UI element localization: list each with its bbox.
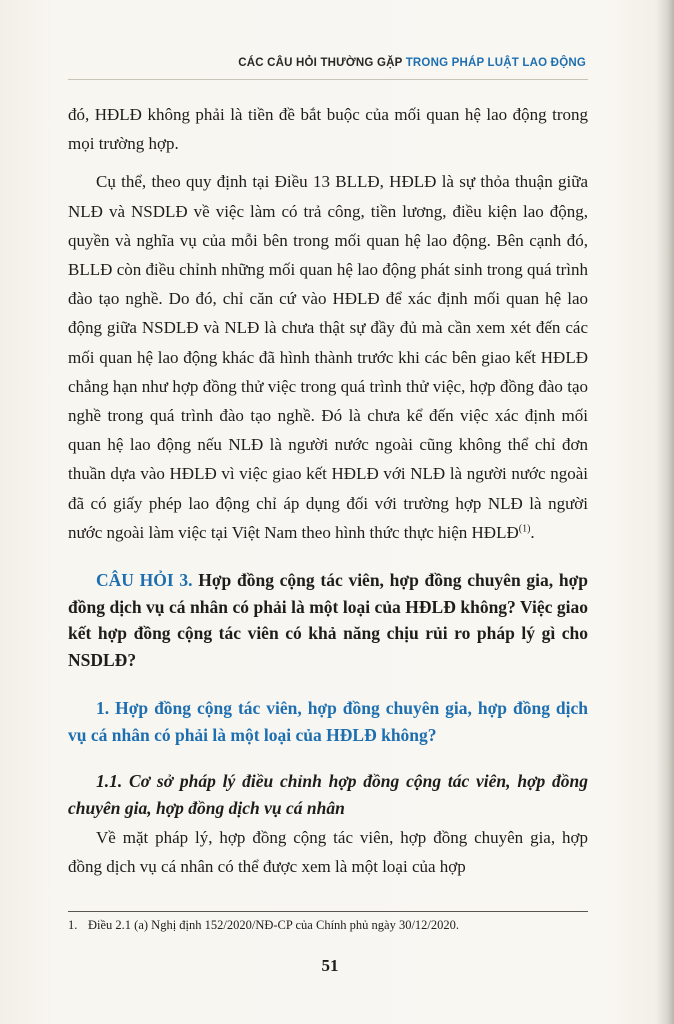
running-header bbox=[238, 57, 586, 69]
footnote-number: 1. bbox=[68, 918, 78, 932]
paragraph-details bbox=[68, 167, 588, 547]
footnote-reference[interactable]: (1) bbox=[518, 523, 531, 535]
subsection-heading-1-1: 1.1. Cơ sở pháp lý điều chỉnh hợp đồng cộng tác viên, hợp đồng chuyên gia, hợp đồng dịch vụ cá nhân bbox=[68, 771, 588, 818]
header-right: TRONG PHÁP LUẬT LAO ĐỘNG bbox=[405, 57, 586, 69]
question-text: Hợp đồng cộng tác viên, hợp đồng chuyên gia, hợp đồng dịch vụ cá nhân có phải là một loại của HĐLĐ không? Việc giao kết hợp đồng cộng tác viên có khả năng chịu rủi ro pháp lý gì cho NSDLĐ? bbox=[68, 570, 589, 670]
paragraph-details-end: . bbox=[530, 522, 535, 542]
header-left: CÁC CÂU HỎI THƯỜNG GẶP bbox=[238, 57, 403, 69]
page-edge-shadow bbox=[656, 0, 674, 1024]
footnote-text: Điều 2.1 (a) Nghị định 152/2020/NĐ-CP của Chính phủ ngày 30/12/2020. bbox=[88, 918, 460, 932]
section-heading-1: 1. Hợp đồng cộng tác viên, hợp đồng chuyên gia, hợp đồng dịch vụ cá nhân có phải là một loại của HĐLĐ không? bbox=[68, 698, 588, 745]
page-number: 51 bbox=[321, 956, 339, 975]
header-rule bbox=[68, 79, 588, 80]
question-label: CÂU HỎI 3. bbox=[96, 570, 193, 591]
paragraph-legal-basis: Về mặt pháp lý, hợp đồng cộng tác viên, hợp đồng chuyên gia, hợp đồng dịch vụ cá nhân có thể được xem là một loại của hợp bbox=[68, 828, 588, 877]
footnote bbox=[68, 917, 588, 933]
footnote-rule bbox=[68, 911, 588, 912]
page-body bbox=[68, 100, 588, 881]
paragraph-details-text: Cụ thể, theo quy định tại Điều 13 BLLĐ, HĐLĐ là sự thỏa thuận giữa NLĐ và NSDLĐ về việc làm có trả công, tiền lương, điều kiện lao động, quyền và nghĩa vụ của mỗi bên trong mối quan hệ lao động. Bên cạnh đó, BLLĐ còn điều chỉnh những mối quan hệ lao động phát sinh trong quá trình đào tạo nghề. Do đó, chỉ căn cứ vào HĐLĐ để xác định mối quan hệ lao động giữa NSDLĐ và NLĐ là chưa thật sự đầy đủ mà cần xem xét đến các mối quan hệ lao động khác đã hình thành trước khi các bên giao kết HĐLĐ chẳng hạn như hợp đồng thử việc trong quá trình thử việc, hợp đồng đào tạo nghề trong quá trình đào tạo nghề. Đó là chưa kể đến việc xác định mối quan hệ lao động nếu NLĐ là người nước ngoài cũng không thể chỉ đơn thuần dựa vào HĐLĐ vì việc giao kết HĐLĐ với NLĐ là người nước ngoài đã có giấy phép lao động chỉ áp dụng đối với trường hợp NLĐ là người nước ngoài làm việc tại Việt Nam theo hình thức thực hiện HĐLĐ bbox=[68, 172, 588, 542]
question-heading bbox=[68, 567, 588, 673]
paragraph-continuation: đó, HĐLĐ không phải là tiền đề bắt buộc của mối quan hệ lao động trong mọi trường hợp. bbox=[68, 105, 588, 154]
